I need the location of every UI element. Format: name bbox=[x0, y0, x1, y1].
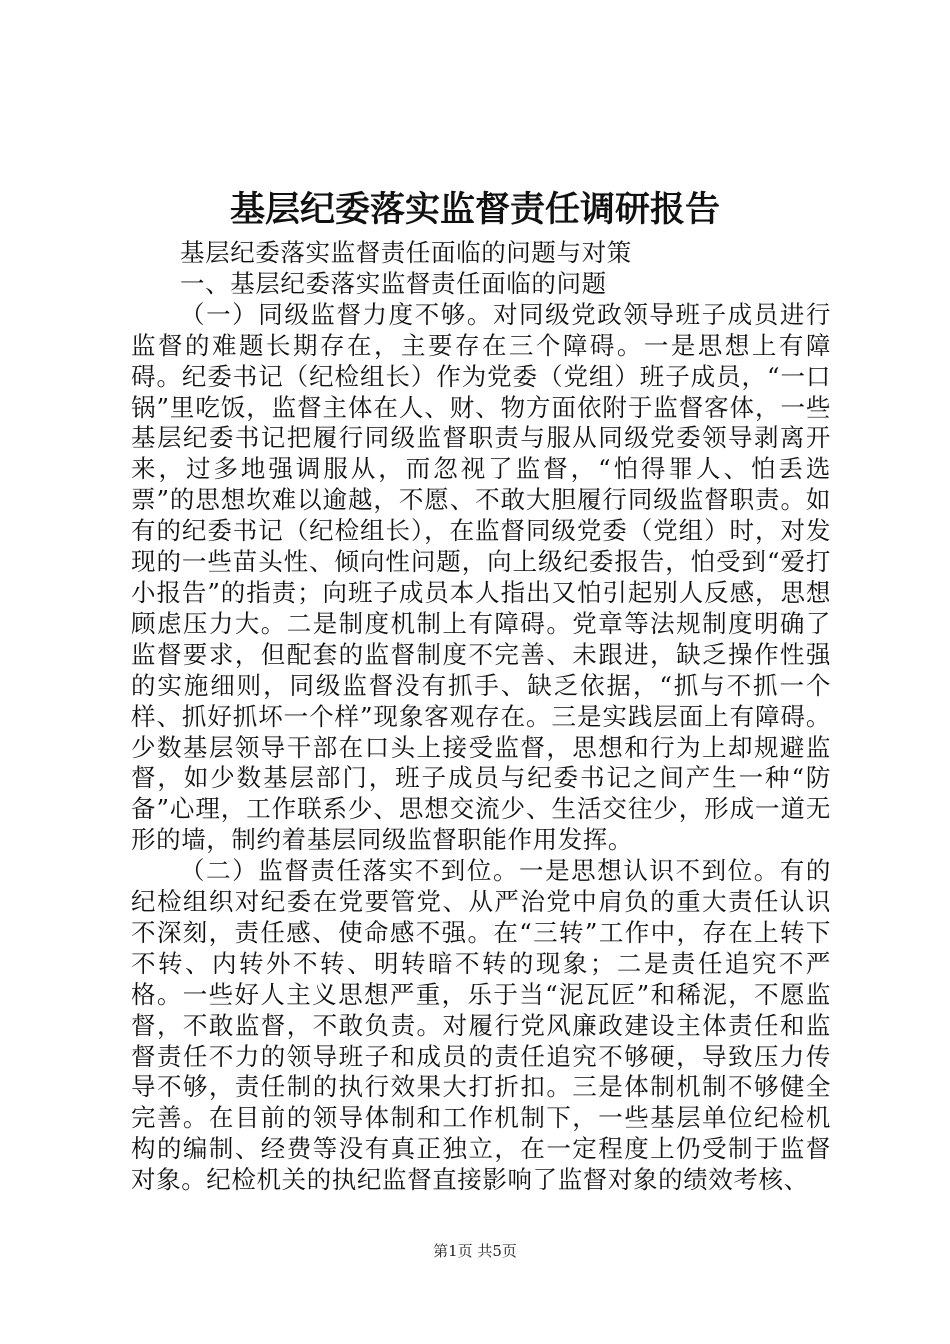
subtitle-paragraph: 基层纪委落实监督责任面临的问题与对策 bbox=[180, 238, 632, 267]
document-title: 基层纪委落实监督责任调研报告 bbox=[229, 189, 720, 230]
page-number-footer: 第1页 共5页 bbox=[433, 1242, 517, 1260]
body-paragraph-1: （一）同级监督力度不够。对同级党政领导班子成员进行监督的难题长期存在，主要存在三个障碍。一是思想上有障碍。纪委书记（纪检组长）作为党委（党组）班子成员，“一口锅”里吃饭，监督主体在人、财、物方面依附于监督客体，一些基层纪委书记把履行同级监督职责与服从同级党委领导剥离开来，过多地强调服从，而忽视了监督，“怕得罪人、怕丢选票”的思想坎难以逾越，不愿、不敢大胆履行同级监督职责。如有的纪委书记（纪检组长），在监督同级党委（党组）时，对发现的一些苗头性、倾向性问题，向上级纪委报告，怕受到“爱打小报告”的指责；向班子成员本人指出又怕引起别人反感，思想顾虑压力大。二是制度机制上有障碍。党章等法规制度明确了监督要求，但配套的监督制度不完善、未跟进，缺乏操作性强的实施细则，同级监督没有抓手、缺乏依据，“抓与不抓一个样、抓好抓坏一个样”现象客观存在。三是实践层面上有障碍。少数基层领导干部在口头上接受监督，思想和行为上却规避监督，如少数基层部门，班子成员与纪委书记之间产生一种“防备”心理，工作联系少、思想交流少、生活交往少，形成一道无形的墙，制约着基层同级监督职能作用发挥。 bbox=[131, 299, 831, 855]
section-heading: 一、基层纪委落实监督责任面临的问题 bbox=[180, 268, 607, 298]
body-paragraph-2: （二）监督责任落实不到位。一是思想认识不到位。有的纪检组织对纪委在党要管党、从严治党中肩负的重大责任认识不深刻，责任感、使命感不强。在“三转”工作中，存在上转下不转、内转外不转、明转暗不转的现象；二是责任追究不严格。一些好人主义思想严重，乐于当“泥瓦匠”和稀泥，不愿监督，不敢监督，不敢负责。对履行党风廉政建设主体责任和监督责任不力的领导班子和成员的责任追究不够硬，导致压力传导不够，责任制的执行效果大打折扣。三是体制机制不够健全完善。在目前的领导体制和工作机制下，一些基层单位纪检机构的编制、经费等没有真正独立，在一定程度上仍受制于监督对象。纪检机关的执纪监督直接影响了监督对象的绩效考核、 bbox=[131, 856, 831, 1195]
document-body bbox=[131, 238, 831, 1196]
